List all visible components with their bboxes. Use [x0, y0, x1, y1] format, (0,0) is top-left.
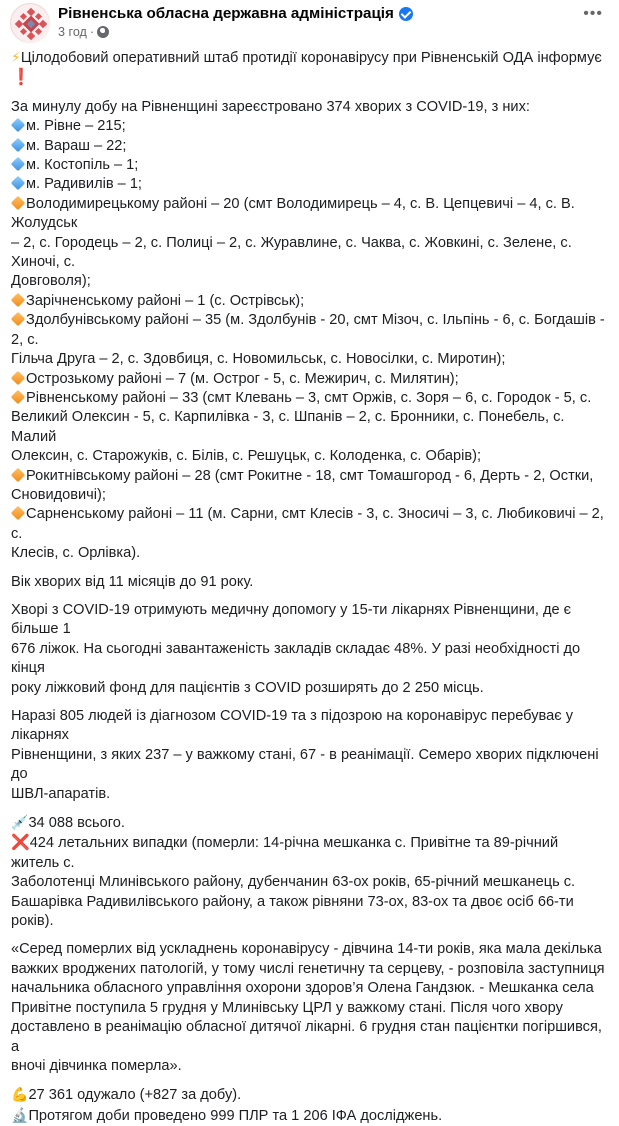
cross-mark-icon: ❌	[11, 834, 30, 852]
orange-diamond-icon	[11, 506, 25, 520]
page-avatar[interactable]	[10, 3, 50, 43]
post-meta	[58, 24, 413, 40]
page-name-link[interactable]	[58, 4, 413, 23]
orange-diamond-icon	[11, 293, 25, 307]
recovery-paragraph	[11, 1085, 607, 1126]
microscope-icon: 🔬	[11, 1106, 29, 1123]
blue-diamond-icon	[11, 137, 25, 151]
tests-line: 🔬Протягом доби проведено 999 ПЛР та 1 206 ІФА досліджень.	[11, 1106, 443, 1124]
orange-diamond-icon	[11, 370, 25, 384]
orange-diamond-icon	[11, 196, 25, 210]
post-timestamp[interactable]: 3 год	[58, 25, 87, 39]
blue-diamond-icon	[11, 157, 25, 171]
hospitals-paragraph: Хворі з COVID-19 отримують медичну допомогу у 15-ти лікарнях Рівненщини, де є більше 1 676 ліжок. На сьогодні завантаженість закладів складає 48%. У разі необхідності до кінця року ліжковий фонд для пацієнтів з COVID розширять до 2 250 місць.	[11, 601, 581, 696]
district-item: Острозькому районі – 7 (м. Острог - 5, с. Межирич, с. Милятин);	[11, 370, 607, 389]
post-header	[11, 0, 607, 42]
post-body	[11, 48, 607, 1126]
totals-paragraph	[11, 813, 607, 931]
district-item: Сарненському районі – 11 (м. Сарни, смт Клесів - 3, с. Зносичі – 3, с. Любиковичі – 2, с.	[11, 506, 604, 542]
city-item: м. Радивилів – 1;	[11, 175, 607, 194]
meta-separator: ·	[89, 25, 95, 39]
page-name: Рівненська обласна державна адміністрація	[58, 5, 394, 22]
current-patients-paragraph: Наразі 805 людей із діагнозом COVID-19 та з підозрою на коронавірус перебуває у лікарнях Рівненщини, з яких 237 – у важкому стані, 67 - в реанімації. Семеро хворих підключені до ШВЛ-апаратів.	[11, 708, 599, 802]
summary-text: За минулу добу на Рівненщині зареєстровано 374 хворих з COVID-19, з них:	[11, 98, 530, 115]
district-item: Зарічненському районі – 1 (с. Острівськ);	[11, 292, 607, 311]
district-item: Рівненському районі – 33 (смт Клевань – 3, смт Оржів, с. Зоря – 6, с. Городок - 5, с.	[11, 389, 607, 408]
deaths-text: Заболотенці Млинівського району, дубенчанин 63-ох років, 65-річний мешканець с.	[11, 874, 576, 891]
deaths-text: Башарівка Радивилівського району, а також рівняни 73-ох, 83-ох та двоє осіб 66-ти років).	[11, 893, 574, 930]
total-line: 💉34 088 всього.	[11, 814, 125, 832]
deaths-line: ❌424 летальних випадки (померли: 14-річна мешканка с. Привітне та 89-річний житель с.	[11, 834, 559, 871]
orange-diamond-icon	[11, 467, 25, 481]
syringe-icon: 💉	[11, 814, 29, 831]
city-item: м. Рівне – 215;	[11, 117, 607, 136]
flexed-biceps-icon: 💪	[11, 1086, 29, 1103]
orange-diamond-icon	[11, 390, 25, 404]
district-item: Рокитнівському районі – 28 (смт Рокитне - 18, смт Томашгород - 6, Дерть - 2, Остки,	[11, 467, 607, 486]
cases-section	[11, 98, 607, 564]
district-text: Клесів, с. Орлівка).	[11, 545, 141, 562]
district-item: Здолбунівському районі – 35 (м. Здолбунів - 20, смт Мізоч, с. Ільпінь - 6, с. Богдашів - 2, с.	[11, 312, 605, 348]
globe-icon	[97, 26, 109, 38]
district-text: Гільча Друга – 2, с. Здовбиця, с. Новомильськ, с. Новосілки, с. Миротин);	[11, 351, 506, 368]
intro-text: Цілодобовий оперативний штаб протидії коронавірусу при Рівненській ОДА інформує	[20, 50, 602, 66]
district-text: Олексин, с. Старожуків, с. Білів, с. Решуцьк, с. Колоденка, с. Обарів);	[11, 448, 481, 465]
exclamation-icon: ❗	[11, 69, 31, 87]
intro-line	[11, 48, 607, 89]
orange-diamond-icon	[11, 312, 25, 326]
blue-diamond-icon	[11, 176, 25, 190]
more-options-button[interactable]: •••	[583, 5, 603, 22]
city-item: м. Вараш – 22;	[11, 137, 607, 156]
district-text: Довговоля);	[11, 273, 91, 290]
verified-badge-icon	[399, 7, 413, 21]
blue-diamond-icon	[11, 118, 25, 132]
lightning-icon: ⚡	[11, 49, 21, 65]
city-item: м. Костопіль – 1;	[11, 156, 607, 175]
district-text: – 2, с. Городець – 2, с. Полиці – 2, с. Журавлине, с. Чаква, с. Жовкині, с. Зелене, с. Хиночі, с.	[11, 234, 572, 271]
district-text: Великий Олексин - 5, с. Карпилівка - 3, с. Шпанів – 2, с. Бронники, с. Понебель, с. Малий	[11, 409, 565, 445]
district-item: Володимирецькому районі – 20 (смт Володимирець – 4, с. В. Цепцевичі – 4, с. В. Жолудськ	[11, 195, 575, 232]
recovered-line: 💪27 361 одужало (+827 за добу).	[11, 1086, 242, 1104]
age-paragraph: Вік хворих від 11 місяців до 91 року.	[11, 573, 254, 590]
quote-paragraph: «Серед померлих від ускладнень коронавірусу - дівчина 14-ти років, яка мала декілька важких вроджених патологій, у тому числі генетичну та серцеву, - розповіла заступниця начальника обласного управління охорони здоров’я Олена Гандзюк. - Мешканка села Привітне поступила 5 грудня у Млинівську ЦРЛ у важкому стані. Після чого хвору доставлено в реанімацію обласної дитячої лікарні. 6 грудня стан пацієнтки погіршився, а вночі дівчинка померла».	[11, 941, 605, 1074]
district-text: Сновидовичі);	[11, 486, 106, 503]
embroidery-logo-icon	[11, 4, 51, 44]
